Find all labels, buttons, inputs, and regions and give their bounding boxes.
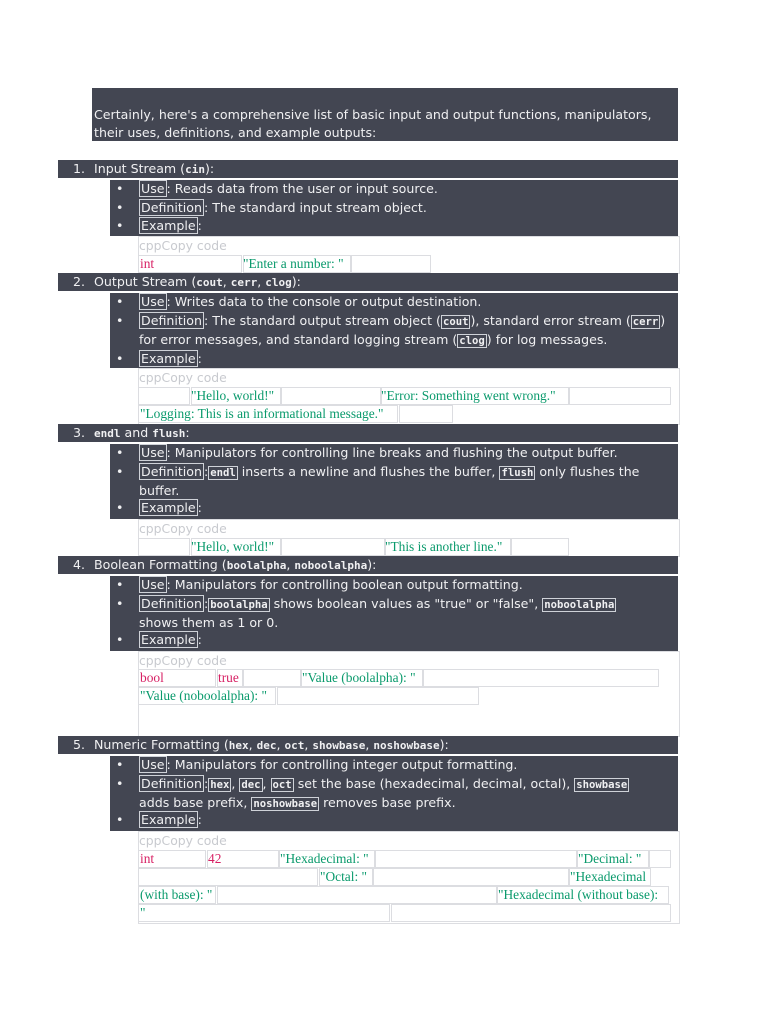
section-1-number: 1. [72, 161, 85, 176]
section-3-header: endl and flush: [92, 424, 678, 442]
section-3-number: 3. [72, 425, 85, 440]
code-block-5: cppCopy code int 42 "Hexadecimal: " "Decimal: " "Octal: " "Hexadecimal (with base): " "Hexadecimal (without base): " [138, 831, 680, 924]
intro-text: Certainly, here's a comprehensive list of basic input and output functions, manipulators, their uses, definitions, and example outputs: [94, 107, 652, 140]
section-5-number: 5. [72, 737, 85, 752]
section-5-bullets: • Use : Manipulators for controlling integer output formatting. • Definition : hex , dec , oct set the base (hexadecimal, decimal, octal), showbase adds base prefix, noshowbase removes base prefix. • Example : [110, 756, 678, 831]
copy-code-button[interactable]: Copy code [161, 833, 227, 848]
section-1-header: Input Stream (cin): [92, 160, 678, 178]
section-4-number: 4. [72, 557, 85, 572]
code-block-3: cppCopy code "Hello, world!" "This is another line." [138, 519, 680, 557]
section-5-header: Numeric Formatting (hex, dec, oct, showbase, noshowbase): [92, 736, 678, 754]
section-4-header: Boolean Formatting (boolalpha, noboolalpha): [92, 556, 678, 574]
section-2-bullets: • Use : Writes data to the console or output destination. • Definition : The standard output stream object ( cout ), standard error stream ( cerr ) for error messages, and standard logging stream ( clog ) for log messages. • Example : [110, 293, 678, 368]
copy-code-button[interactable]: Copy code [161, 370, 227, 385]
code-cin: cin [185, 163, 205, 176]
code-lang-label: cpp [139, 238, 162, 253]
section-2-header: Output Stream (cout, cerr, clog): [92, 273, 678, 291]
copy-code-button[interactable]: Copy code [161, 653, 227, 668]
code-block-4: cppCopy code bool true "Value (boolalpha): " "Value (noboolalpha): " [138, 651, 680, 737]
section-1-bullets: • Use : Reads data from the user or input source. • Definition : The standard input stream object. • Example : [110, 180, 678, 236]
code-block-1: cppCopy code int "Enter a number: " [138, 236, 680, 274]
intro-block [92, 88, 678, 141]
copy-code-button[interactable]: Copy code [161, 238, 227, 253]
section-2-number: 2. [72, 274, 85, 289]
copy-code-button[interactable]: Copy code [161, 521, 227, 536]
section-3-bullets: • Use : Manipulators for controlling line breaks and flushing the output buffer. • Definition : endl inserts a newline and flushes the buffer, flush only flushes the buffer. • Example : [110, 444, 678, 519]
section-4-bullets: • Use : Manipulators for controlling boolean output formatting. • Definition : boolalpha shows boolean values as "true" or "false", noboolalpha shows them as 1 or 0. • Example : [110, 576, 678, 651]
code-block-2: cppCopy code "Hello, world!" "Error: Something went wrong." "Logging: This is an informational message." [138, 368, 680, 425]
